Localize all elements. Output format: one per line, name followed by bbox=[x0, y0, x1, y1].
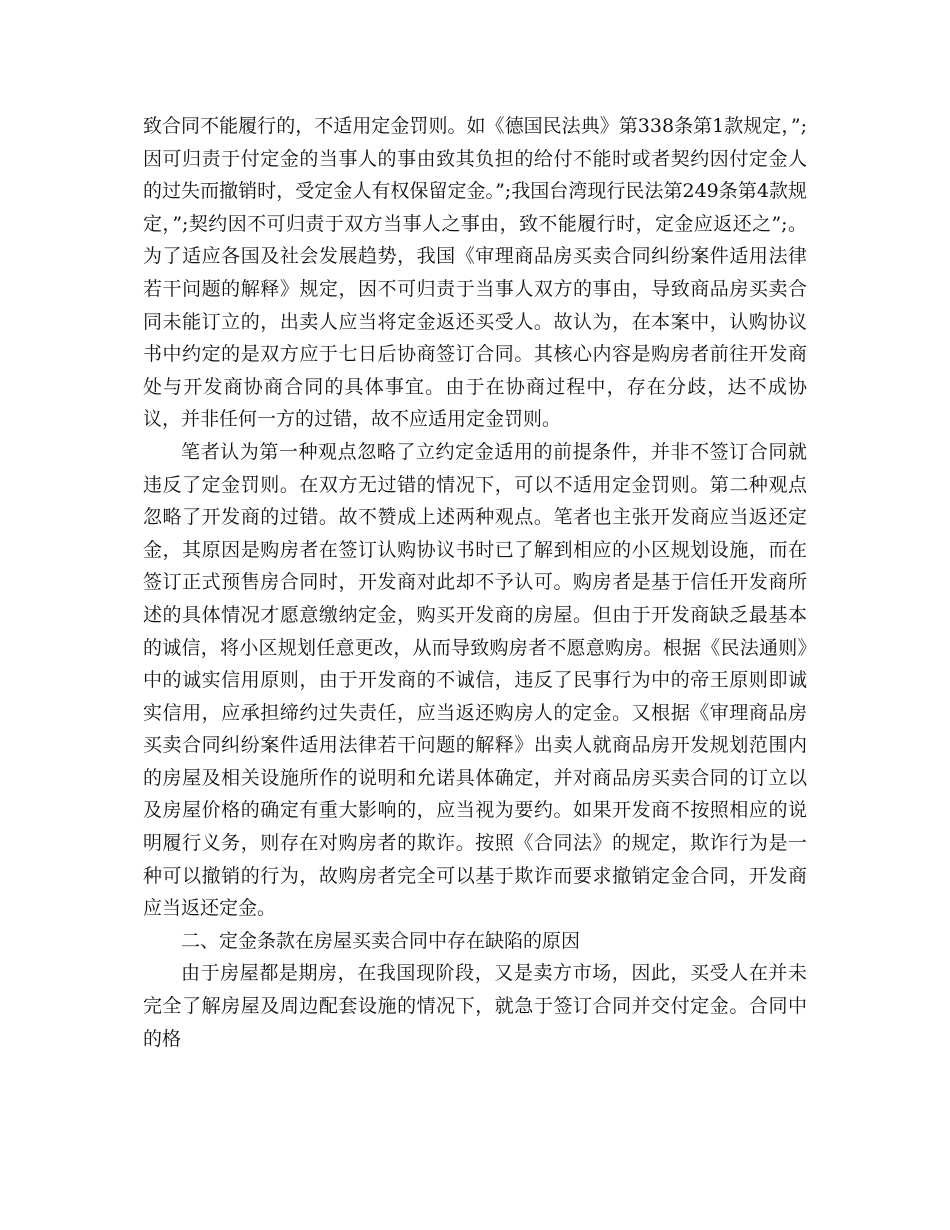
section-heading: 二、定金条款在房屋买卖合同中存在缺陷的原因 bbox=[181, 929, 581, 952]
paragraph-3: 由于房屋都是期房，在我国现阶段，又是卖方市场，因此，买受人在并未完全了解房屋及周边配套设施的情况下，就急于签订合同并交付定金。合同中的格 bbox=[143, 962, 807, 1050]
paragraph-2: 笔者认为第一种观点忽略了立约定金适用的前提条件，并非不签订合同就违反了定金罚则。在双方无过错的情况下，可以不适用定金罚则。第二种观点忽略了开发商的过错。故不赞成上述两种观点。笔者也主张开发商应当返还定金，其原因是购房者在签订认购协议书时已了解到相应的小区规划设施，而在签订正式预售房合同时，开发商对此却不予认可。购房者是基于信任开发商所述的具体情况才愿意缴纳定金，购买开发商的房屋。但由于开发商缺乏最基本的诚信，将小区规划任意更改，从而导致购房者不愿意购房。根据《民法通则》中的诚实信用原则，由于开发商的不诚信，违反了民事行为中的帝王原则即诚实信用，应承担缔约过失责任，应当返还购房人的定金。又根据《审理商品房买卖合同纠纷案件适用法律若干问题的解释》出卖人就商品房开发规划范围内的房屋及相关设施所作的说明和允诺具体确定，并对商品房买卖合同的订立以及房屋价格的确定有重大影响的，应当视为要约。如果开发商不按照相应的说明履行义务，则存在对购房者的欺诈。按照《合同法》的规定，欺诈行为是一种可以撤销的行为，故购房者完全可以基于欺诈而要求撤销定金合同，开发商应当返还定金。 bbox=[143, 440, 807, 920]
paragraph-1: 致合同不能履行的，不适用定金罚则。如《德国民法典》第338条第1款规定，”;因可归责于付定金的当事人的事由致其负担的给付不能时或者契约因付定金人的过失而撤销时，受定金人有权保留定金。”;我国台湾现行民法第249条第4款规定，”;契约因不可归责于双方当事人之事由，致不能履行时，定金应返还之”;。为了适应各国及社会发展趋势，我国《审理商品房买卖合同纠纷案件适用法律若干问题的解释》规定，因不可归责于当事人双方的事由，导致商品房买卖合同未能订立的，出卖人应当将定金返还买受人。故认为，在本案中，认购协议书中约定的是双方应于七日后协商签订合同。其核心内容是购房者前往开发商处与开发商协商合同的具体事宜。由于在协商过程中，存在分歧，达不成协议，并非任何一方的过错，故不应适用定金罚则。 bbox=[143, 115, 807, 431]
document-body bbox=[143, 110, 807, 1055]
